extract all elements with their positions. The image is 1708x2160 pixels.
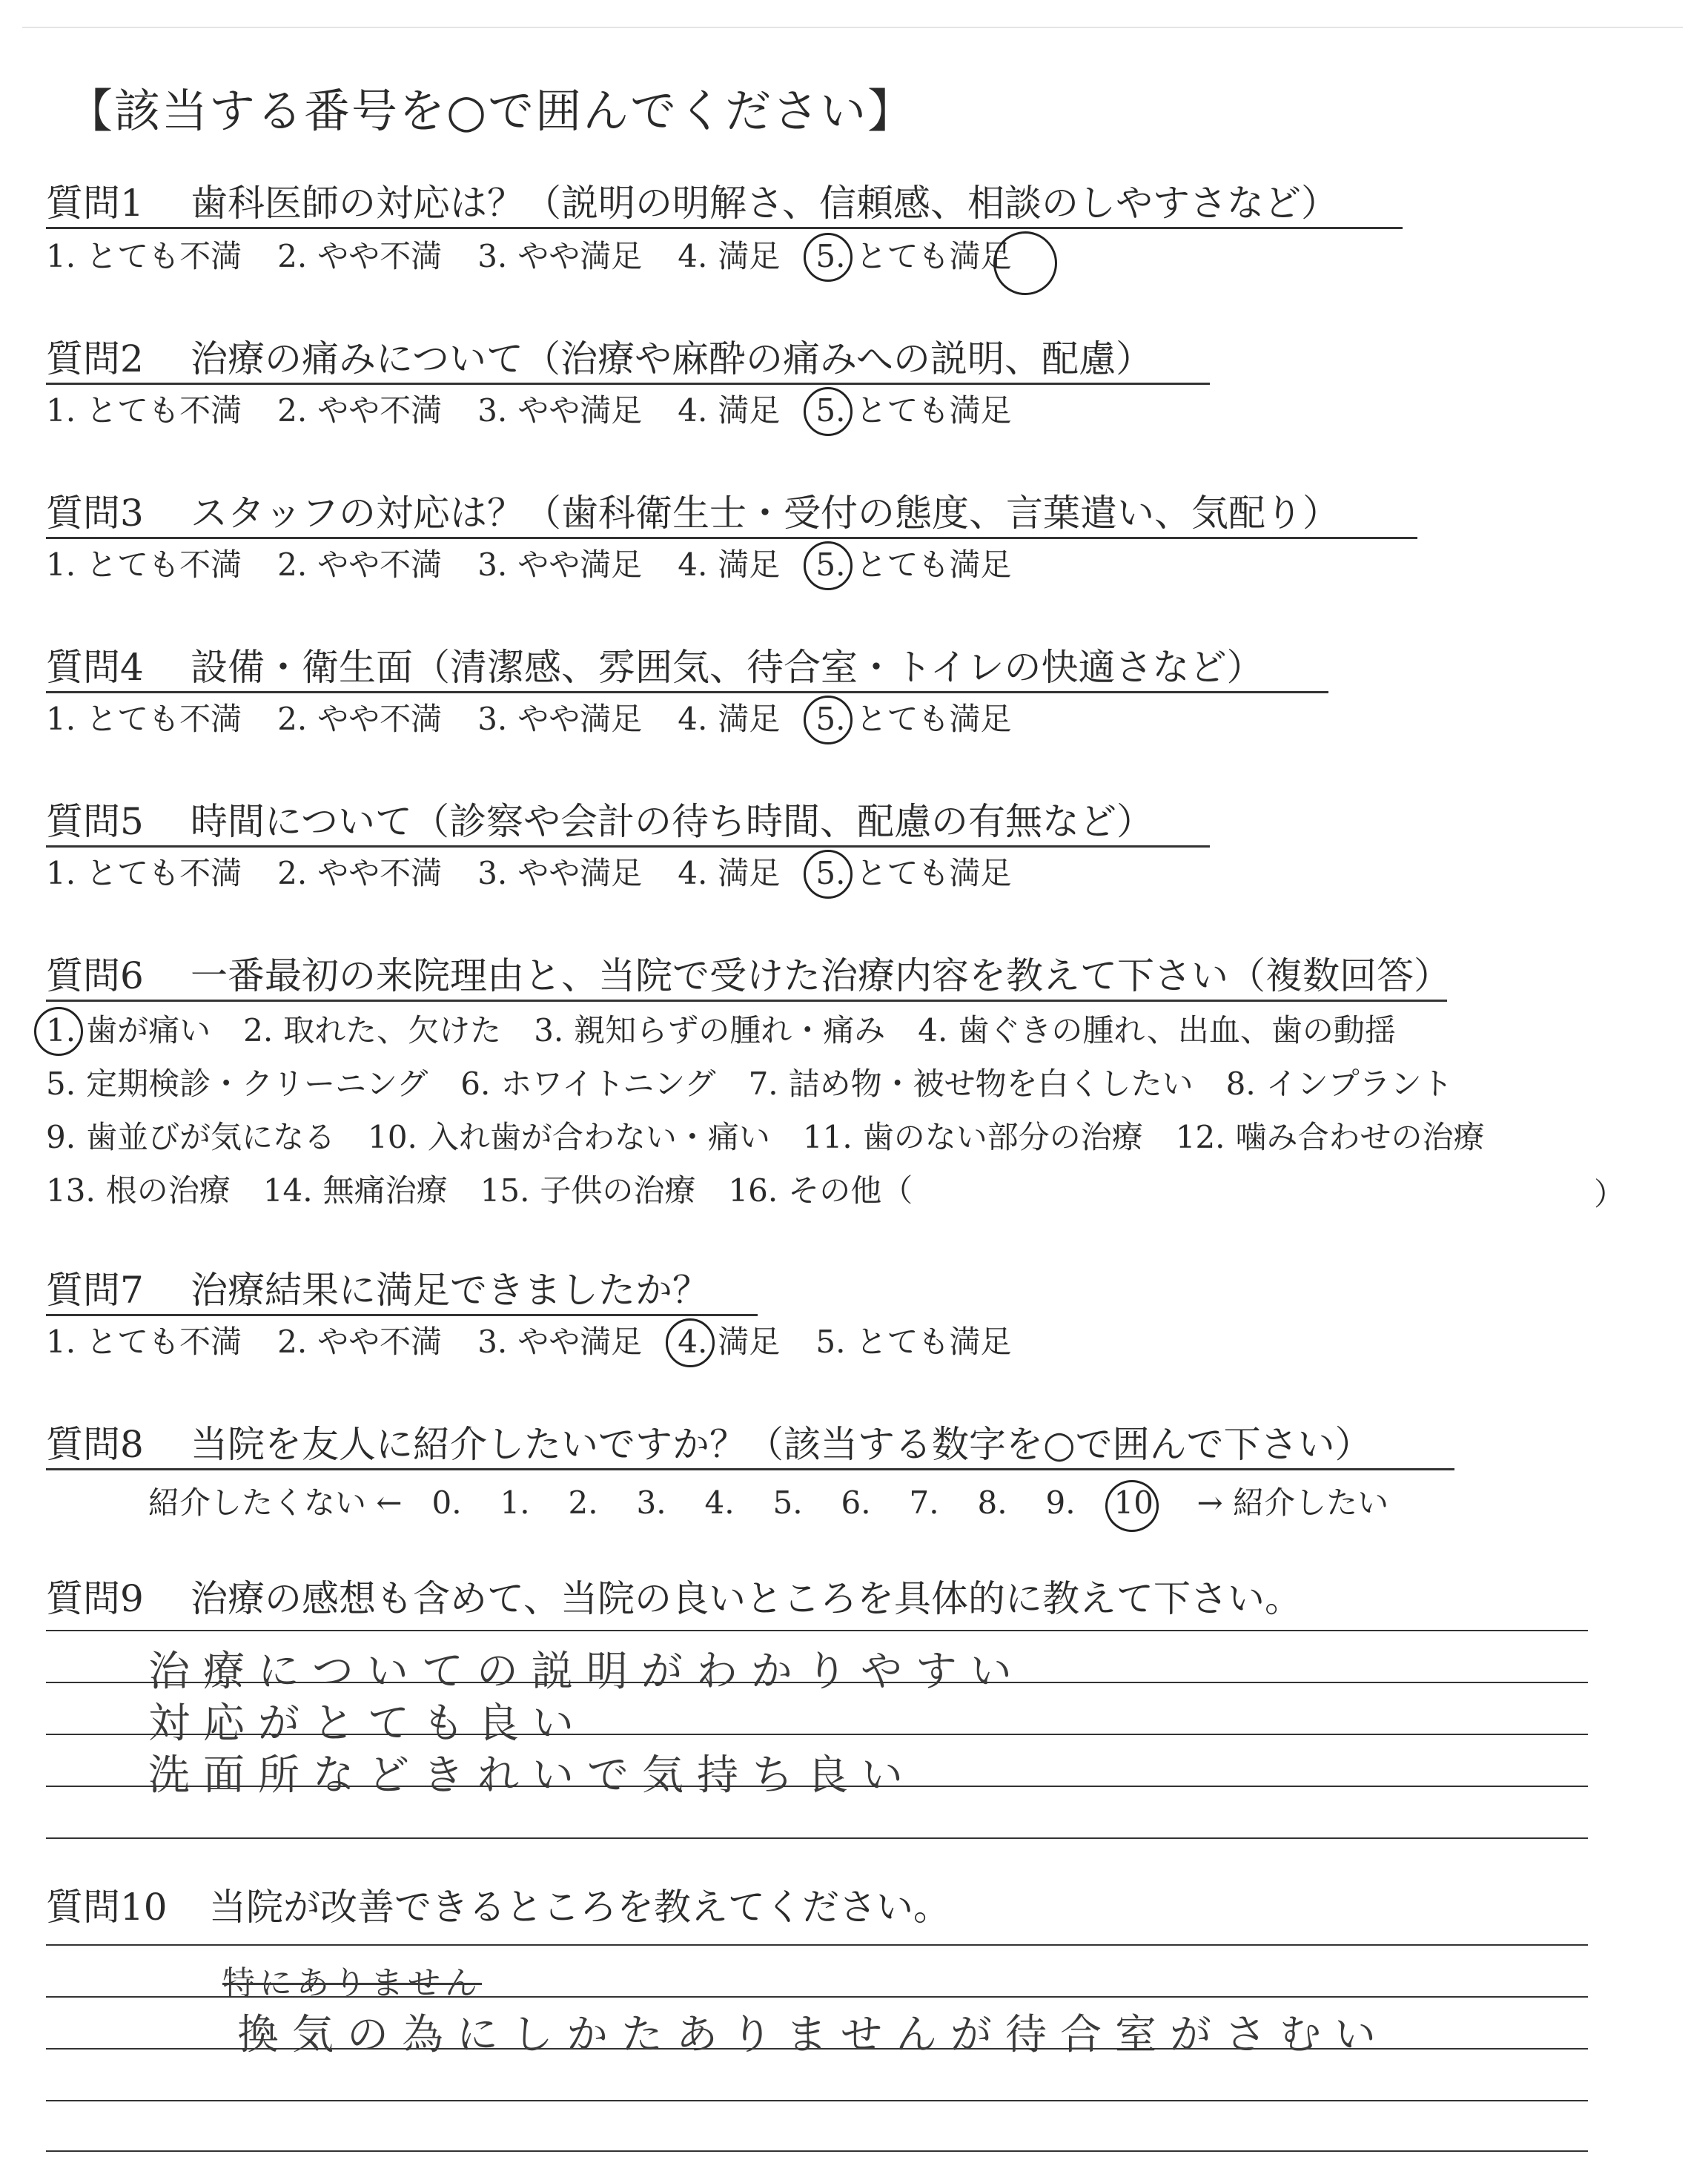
option-number: 2. [277, 546, 308, 583]
option-number: 12. [1175, 1119, 1225, 1155]
page-heading: 【該当する番号を○で囲んでください】 [67, 84, 916, 138]
option-label: 歯が痛い [86, 1012, 211, 1048]
option-label: 満足 [718, 392, 781, 429]
scale-value-8[interactable]: 8. [977, 1484, 1007, 1521]
option-number: 2. [277, 701, 308, 737]
question-number: 質問8 [46, 1423, 144, 1466]
option-label: 満足 [718, 546, 781, 583]
option-number: 2. [277, 855, 308, 891]
option-5[interactable] [815, 390, 1011, 432]
option-8[interactable] [1226, 1063, 1453, 1105]
option-number: 4. [918, 1012, 948, 1048]
option-number: 3. [477, 1324, 508, 1360]
option-5[interactable] [815, 698, 1011, 740]
option-label: インプラント [1265, 1066, 1453, 1102]
option-number: 5. [46, 1066, 76, 1102]
option-number: 2. [277, 392, 308, 429]
option-4[interactable] [918, 1010, 1396, 1051]
scale-right-label: → 紹介したい [1196, 1484, 1389, 1521]
scale-numbers [432, 1484, 1182, 1521]
option-label: とても不満 [86, 855, 242, 891]
answer-line [46, 2100, 1588, 2101]
option-label: やや満足 [517, 855, 643, 891]
answer-line [46, 1944, 1588, 1946]
handwritten-answer-2: 対応がとても良い [148, 1700, 587, 1748]
option-5[interactable] [815, 853, 1011, 894]
option-1[interactable] [46, 544, 242, 586]
option-number: 3. [477, 855, 508, 891]
question-1-underline [46, 227, 1403, 229]
option-2[interactable] [277, 1321, 442, 1363]
answer-line [46, 2150, 1588, 2152]
option-number: 1. [46, 1324, 76, 1360]
option-label: やや不満 [317, 392, 443, 429]
option-4[interactable] [678, 236, 780, 277]
question-number: 質問3 [46, 492, 144, 535]
option-label: やや満足 [517, 392, 643, 429]
struck-answer: 特にありません [222, 1964, 482, 2002]
option-label: 根の治療 [105, 1172, 231, 1209]
option-number: 5. [815, 855, 846, 891]
option-1[interactable] [46, 236, 242, 277]
option-label: 歯並びが気になる [86, 1119, 336, 1155]
question-6-row-2 [46, 1063, 1486, 1105]
option-number: 4. [678, 546, 708, 583]
question-3-options [46, 544, 1047, 586]
option-label: 詰め物・被せ物を白くしたい [788, 1066, 1194, 1102]
option-5[interactable] [815, 1321, 1011, 1363]
option-5[interactable] [815, 236, 1011, 277]
question-text: 歯科医師の対応は？（説明の明解さ、信頼感、相談のしやすさなど） [191, 182, 1338, 225]
handwritten-answer-1: 治療についての説明がわかりやすい [148, 1648, 1025, 1696]
scale-value-6[interactable]: 6. [841, 1484, 871, 1521]
option-number: 1. [46, 1012, 76, 1048]
option-label: 満足 [718, 701, 781, 737]
question-2-options [46, 390, 1047, 432]
option-16[interactable] [728, 1170, 913, 1212]
option-number: 4. [678, 855, 708, 891]
option-3[interactable] [534, 1010, 885, 1051]
option-number: 14. [262, 1172, 313, 1209]
scale-value-10[interactable]: 10 [1114, 1484, 1182, 1521]
option-11[interactable] [803, 1117, 1143, 1158]
option-number: 5. [815, 1324, 846, 1360]
option-label: とても満足 [855, 855, 1012, 891]
option-12[interactable] [1176, 1117, 1485, 1158]
option-14[interactable] [263, 1170, 448, 1212]
question-number: 質問1 [46, 182, 144, 225]
question-number: 質問6 [46, 954, 144, 997]
option-label: やや満足 [517, 1324, 643, 1360]
question-10-title [46, 1883, 950, 1931]
question-7-underline [46, 1314, 758, 1316]
option-10[interactable] [368, 1117, 770, 1158]
option-number: 5. [815, 238, 846, 274]
option-4[interactable] [678, 390, 780, 432]
option-2[interactable] [277, 236, 442, 277]
question-3-title [46, 489, 1340, 537]
question-8-title [46, 1421, 1372, 1468]
question-number: 質問5 [46, 800, 144, 843]
top-divider [22, 27, 1683, 28]
option-number: 7. [748, 1066, 778, 1102]
option-number: 1. [46, 392, 76, 429]
question-4-options [46, 698, 1047, 740]
option-number: 3. [477, 392, 508, 429]
question-4-underline [46, 691, 1328, 693]
option-label: やや不満 [317, 546, 443, 583]
option-4[interactable] [678, 1321, 780, 1363]
option-label: とても不満 [86, 392, 242, 429]
option-label: 歯のない部分の治療 [862, 1119, 1143, 1155]
option-2[interactable] [277, 853, 442, 894]
option-number: 16. [728, 1172, 778, 1209]
option-label: 子供の治療 [540, 1172, 696, 1209]
scale-value-1[interactable]: 1. [500, 1484, 530, 1521]
question-6-row-4 [46, 1170, 945, 1212]
option-number: 2. [277, 238, 308, 274]
option-number: 15. [480, 1172, 530, 1209]
question-number: 質問10 [46, 1886, 168, 1929]
option-number: 4. [678, 701, 708, 737]
question-6-row-1 [46, 1010, 1429, 1051]
option-label: 定期検診・クリーニング [86, 1066, 428, 1102]
question-text: 一番最初の来院理由と、当院で受けた治療内容を教えて下さい（複数回答） [191, 954, 1451, 997]
question-6-underline [46, 1000, 1447, 1002]
option-number: 3. [534, 1012, 564, 1048]
option-1[interactable] [46, 1010, 211, 1051]
question-5-options [46, 853, 1047, 894]
option-number: 10. [368, 1119, 417, 1155]
scale-value-0[interactable]: 0. [431, 1484, 462, 1521]
option-number: 1. [46, 855, 76, 891]
question-text: 時間について（診察や会計の待ち時間、配慮の有無など） [191, 800, 1153, 843]
option-number: 4. [678, 1324, 708, 1360]
option-3[interactable] [477, 236, 642, 277]
question-text: スタッフの対応は？（歯科衛生士・受付の態度、言葉遣い、気配り） [191, 492, 1340, 535]
other-paren-close: ） [1594, 1176, 1626, 1212]
option-label: 親知らずの腫れ・痛み [574, 1012, 886, 1048]
option-number: 3. [477, 701, 508, 737]
option-number: 2. [277, 1324, 308, 1360]
question-3-underline [46, 537, 1417, 539]
option-6[interactable] [460, 1063, 715, 1105]
option-2[interactable] [277, 544, 442, 586]
option-number: 5. [815, 701, 846, 737]
question-7-options [46, 1321, 1047, 1363]
scale-value-4[interactable]: 4. [704, 1484, 735, 1521]
option-label: とても満足 [855, 701, 1012, 737]
scale-value-5[interactable]: 5. [772, 1484, 803, 1521]
option-label: とても不満 [86, 546, 242, 583]
option-9[interactable] [46, 1117, 335, 1158]
option-number: 1. [46, 701, 76, 737]
stray-circle-mark [993, 231, 1057, 295]
question-number: 質問2 [46, 337, 144, 380]
question-6-row-3 [46, 1117, 1517, 1158]
option-label: とても満足 [855, 546, 1012, 583]
question-5-underline [46, 845, 1210, 848]
option-label: とても満足 [855, 238, 1012, 274]
option-3[interactable] [477, 544, 642, 586]
recommend-scale [148, 1479, 1388, 1523]
option-number: 8. [1225, 1066, 1256, 1102]
option-number: 6. [460, 1066, 491, 1102]
option-3[interactable] [477, 1321, 642, 1363]
option-4[interactable] [678, 544, 780, 586]
option-label: 歯ぐきの腫れ、出血、歯の動揺 [958, 1012, 1396, 1048]
option-number: 5. [815, 392, 846, 429]
option-1[interactable] [46, 853, 242, 894]
question-8-underline [46, 1468, 1454, 1470]
option-5[interactable] [46, 1063, 428, 1105]
option-1[interactable] [46, 1321, 242, 1363]
option-4[interactable] [678, 853, 780, 894]
option-number: 1. [46, 546, 76, 583]
option-number: 11. [802, 1119, 853, 1155]
question-7-title [46, 1266, 709, 1314]
handwritten-answer-3: 洗面所などきれいで気持ち良い [148, 1751, 916, 1800]
question-number: 質問9 [46, 1577, 144, 1620]
option-label: とても満足 [855, 392, 1012, 429]
answer-line [46, 1630, 1588, 1631]
option-label: やや不満 [317, 855, 443, 891]
option-label: 噛み合わせの治療 [1235, 1119, 1485, 1155]
option-label: やや不満 [317, 238, 443, 274]
option-2[interactable] [243, 1010, 501, 1051]
option-7[interactable] [749, 1063, 1194, 1105]
question-text: 治療の痛みについて（治療や麻酔の痛みへの説明、配慮） [191, 337, 1153, 380]
scale-value-3[interactable]: 3. [636, 1484, 666, 1521]
question-2-underline [46, 383, 1210, 385]
question-text: 設備・衛生面（清潔感、雰囲気、待合室・トイレの快適さなど） [191, 646, 1264, 689]
option-2[interactable] [277, 698, 442, 740]
option-number: 5. [815, 546, 846, 583]
option-number: 4. [678, 392, 708, 429]
option-3[interactable] [477, 390, 642, 432]
question-6-title [46, 952, 1451, 1000]
option-1[interactable] [46, 698, 242, 740]
question-5-title [46, 798, 1153, 845]
question-text: 治療結果に満足できましたか？ [191, 1269, 709, 1312]
option-label: やや不満 [317, 701, 443, 737]
option-number: 3. [477, 238, 508, 274]
option-label: 満足 [718, 855, 781, 891]
option-label: やや不満 [317, 1324, 443, 1360]
option-label: 満足 [718, 238, 781, 274]
scale-value-9[interactable]: 9. [1045, 1484, 1076, 1521]
question-9-title [46, 1575, 1302, 1622]
question-1-title [46, 179, 1338, 227]
question-4-title [46, 644, 1264, 691]
question-number: 質問7 [46, 1269, 144, 1312]
option-3[interactable] [477, 853, 642, 894]
option-label: とても不満 [86, 1324, 242, 1360]
question-text: 治療の感想も含めて、当院の良いところを具体的に教えて下さい。 [191, 1577, 1302, 1620]
option-label: とても不満 [86, 238, 242, 274]
scale-left-label: 紹介したくない ← [148, 1484, 403, 1521]
scale-value-2[interactable]: 2. [568, 1484, 598, 1521]
option-5[interactable] [815, 544, 1011, 586]
option-3[interactable] [477, 698, 642, 740]
option-number: 13. [46, 1172, 96, 1209]
option-label: その他（ [788, 1172, 913, 1209]
option-label: やや満足 [517, 546, 643, 583]
option-label: やや満足 [517, 701, 643, 737]
option-label: 入れ歯が合わない・痛い [427, 1119, 770, 1155]
option-label: とても不満 [86, 701, 242, 737]
option-label: やや満足 [517, 238, 643, 274]
handwritten-answer-q10: 換気の為にしかたありませんが待合室がさむい [237, 2011, 1389, 2059]
option-number: 4. [678, 238, 708, 274]
question-text: 当院を友人に紹介したいですか？（該当する数字を○で囲んで下さい） [191, 1423, 1372, 1466]
option-label: ホワイトニング [500, 1066, 716, 1102]
option-label: とても満足 [855, 1324, 1012, 1360]
option-1[interactable] [46, 390, 242, 432]
option-number: 3. [477, 546, 508, 583]
question-text: 当院が改善できるところを教えてください。 [209, 1886, 950, 1929]
option-4[interactable] [678, 698, 780, 740]
scale-value-7[interactable]: 7. [909, 1484, 939, 1521]
option-number: 9. [46, 1119, 76, 1155]
question-1-options [46, 236, 1047, 277]
option-15[interactable] [480, 1170, 696, 1212]
question-number: 質問4 [46, 646, 144, 689]
option-label: 取れた、欠けた [283, 1012, 502, 1048]
answer-line [46, 1837, 1588, 1839]
option-label: 無痛治療 [322, 1172, 448, 1209]
option-13[interactable] [46, 1170, 231, 1212]
option-number: 1. [46, 238, 76, 274]
option-label: 満足 [718, 1324, 781, 1360]
option-2[interactable] [277, 390, 442, 432]
option-number: 2. [243, 1012, 274, 1048]
question-2-title [46, 335, 1153, 383]
